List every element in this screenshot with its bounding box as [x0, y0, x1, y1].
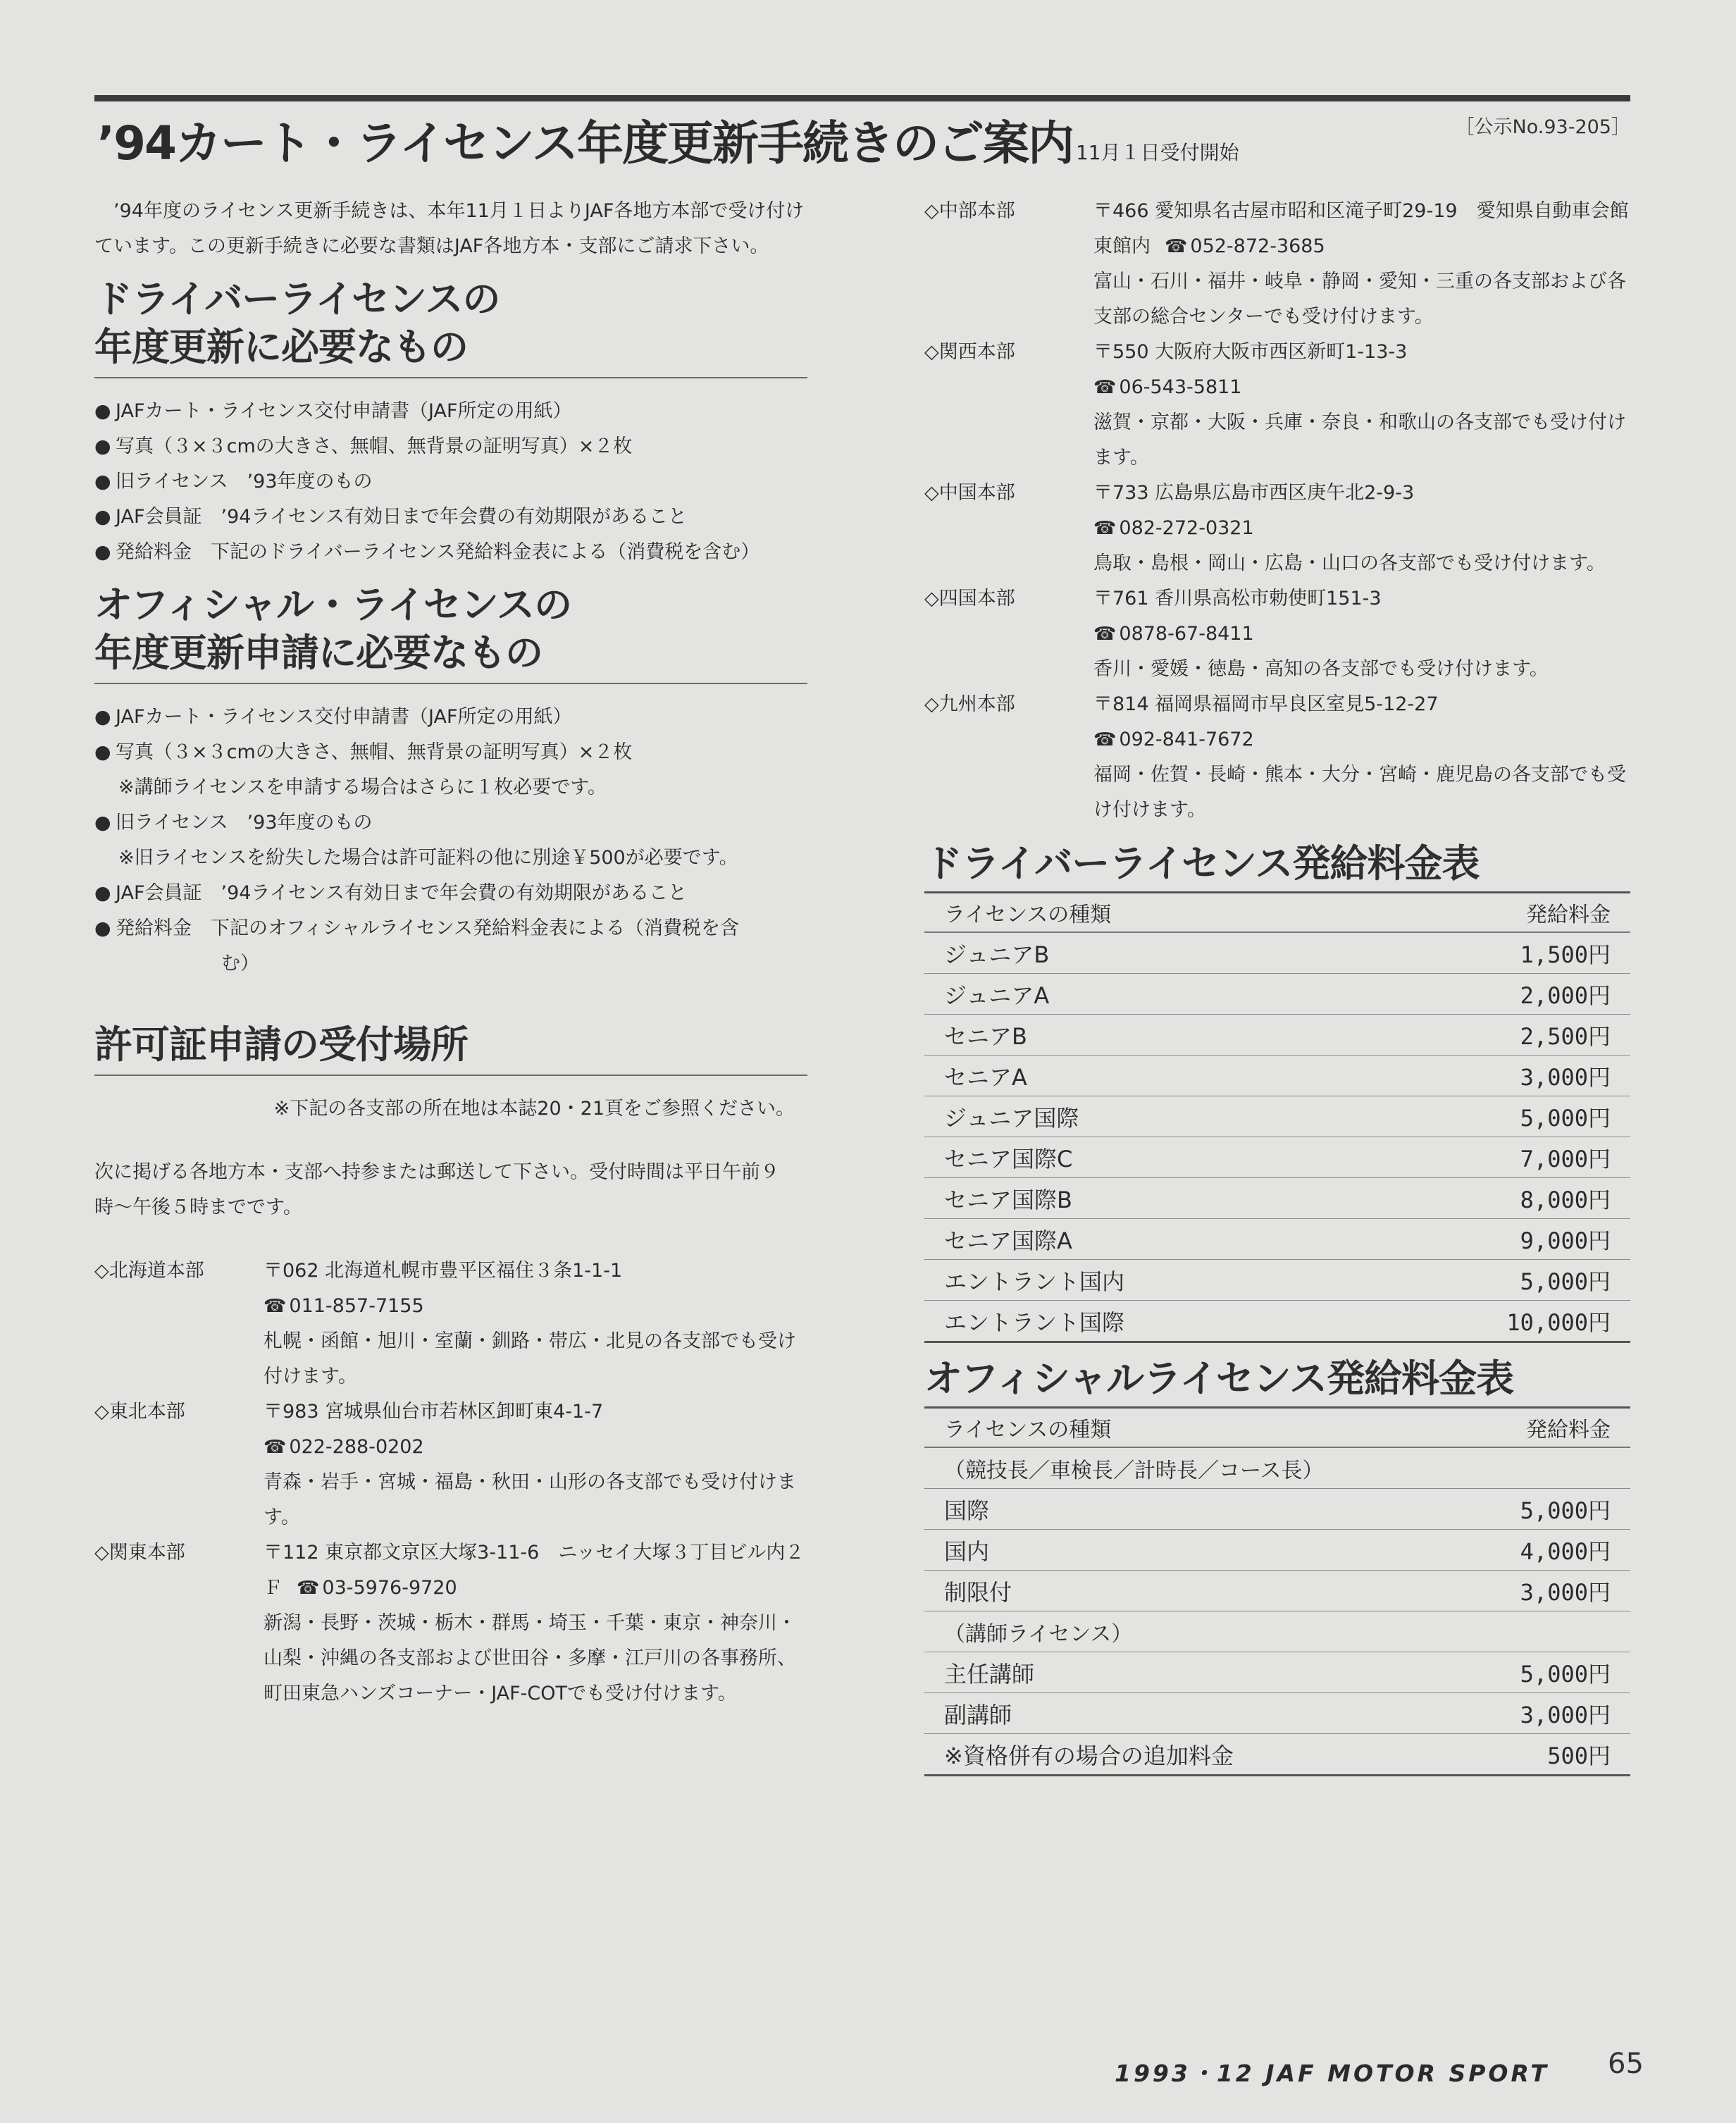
license-fee: 9,000円 — [1351, 1219, 1630, 1260]
office-address: 〒466 愛知県名古屋市昭和区滝子町29-19 愛知県自動車会館東館内 — [1093, 200, 1629, 257]
license-type: セニア国際C — [924, 1137, 1351, 1178]
table-row — [924, 1489, 1630, 1530]
office-phone: 082-272-0321 — [1119, 517, 1254, 539]
phone-icon: ☎ — [1093, 729, 1117, 750]
office-address: 〒733 広島県広島市西区庚午北2-9-3 — [1093, 482, 1415, 504]
office-coverage: 青森・岩手・宮城・福島・秋田・山形の各支部でも受け付けます。 — [264, 1471, 796, 1528]
license-type: ジュニアA — [924, 974, 1351, 1015]
official-fee-table — [924, 1406, 1630, 1776]
office-kanto — [94, 1535, 807, 1712]
column-header-fee: 発給料金 — [1351, 893, 1630, 933]
extra-fee: 500円 — [1547, 1742, 1611, 1769]
office-phone: 011-857-7155 — [289, 1295, 424, 1317]
table-header-row — [924, 893, 1630, 933]
table-row — [924, 1693, 1630, 1734]
license-fee: 5,000円 — [1430, 1652, 1630, 1693]
license-fee: 2,500円 — [1351, 1015, 1630, 1056]
table-row — [924, 1571, 1630, 1611]
office-name: ◇ 中国本部 — [924, 476, 1093, 581]
license-fee: 10,000円 — [1506, 1308, 1611, 1336]
table-category-row — [924, 1447, 1630, 1489]
office-address: 〒550 大阪府大阪市西区新町1-13-3 — [1093, 341, 1408, 363]
license-fee: 3,000円 — [1430, 1693, 1630, 1734]
office-coverage: 富山・石川・福井・岐阜・静岡・愛知・三重の各支部および各支部の総合センターでも受け付けます。 — [1093, 271, 1626, 328]
phone-icon: ☎ — [264, 1437, 287, 1458]
office-kansai — [924, 335, 1630, 476]
license-fee: 3,000円 — [1351, 1056, 1630, 1096]
driver-fee-table — [924, 891, 1630, 1343]
office-coverage: 香川・愛媛・徳島・高知の各支部でも受け付けます。 — [1093, 658, 1549, 680]
office-chugoku — [924, 476, 1630, 581]
office-coverage: 福岡・佐賀・長崎・熊本・大分・宮崎・鹿児島の各支部でも受け付けます。 — [1093, 764, 1626, 821]
table-row — [924, 932, 1630, 974]
office-coverage: 滋賀・京都・大阪・兵庫・奈良・和歌山の各支部でも受け付けます。 — [1093, 411, 1626, 469]
reception-note: ※下記の各支部の所在地は本誌20・21頁をご参照ください。 — [273, 1098, 795, 1120]
license-type: セニア国際B — [924, 1178, 1351, 1219]
phone-icon: ☎ — [1093, 518, 1117, 539]
list-item: ● JAF会員証 ’94ライセンス有効日まで年会費の有効期限があること — [94, 876, 807, 911]
license-type: 制限付 — [924, 1571, 1430, 1611]
page-title: ’94カート・ライセンス年度更新手続きのご案内 11月１日受付開始 — [97, 116, 1239, 171]
column-header-type: ライセンスの種類 — [924, 893, 1351, 933]
office-name: ◇ 関東本部 — [94, 1535, 264, 1712]
official-fee-table-heading: オフィシャルライセンス発給料金表 — [924, 1356, 1514, 1401]
office-phone: 052-872-3685 — [1190, 235, 1325, 257]
right-column — [924, 194, 1630, 1776]
license-fee: 4,000円 — [1430, 1530, 1630, 1571]
office-phone: 03-5976-9720 — [322, 1577, 457, 1599]
table-row — [924, 1219, 1630, 1260]
office-shikoku — [924, 581, 1630, 687]
driver-requirements-heading: ドライバーライセンスの 年度更新に必要なもの — [94, 276, 807, 378]
office-phone: 06-543-5811 — [1119, 376, 1242, 398]
list-item: ● JAF会員証 ’94ライセンス有効日まで年会費の有効期限があること — [94, 500, 807, 535]
license-fee: 7,000円 — [1351, 1137, 1630, 1178]
office-coverage: 新潟・長野・茨城・栃木・群馬・埼玉・千葉・東京・神奈川・山梨・沖縄の各支部および世田谷・多摩・江戸川の各事務所、町田東急ハンズコーナー・JAF-COTでも受け付けます。 — [264, 1612, 796, 1704]
license-fee: 5,000円 — [1430, 1489, 1630, 1530]
table-header-row — [924, 1408, 1630, 1448]
phone-icon: ☎ — [1165, 236, 1188, 257]
list-note: ※講師ライセンスを申請する場合はさらに１枚必要です。 — [118, 776, 607, 798]
license-fee: 3,000円 — [1430, 1571, 1630, 1611]
license-fee: 5,000円 — [1351, 1260, 1630, 1301]
reception-heading: 許可証申請の受付場所 — [94, 1021, 807, 1076]
office-address: 〒112 東京都文京区大塚3-11-6 ニッセイ大塚３丁目ビル内２Ｆ — [264, 1542, 805, 1599]
table-row — [924, 1260, 1630, 1301]
office-name: ◇ 九州本部 — [924, 687, 1093, 828]
column-header-fee: 発給料金 — [1430, 1408, 1630, 1448]
page-number: 65 — [1608, 2048, 1644, 2080]
list-item: ● 旧ライセンス ’93年度のもの — [94, 464, 807, 500]
table-row — [924, 1096, 1630, 1137]
office-name: ◇ 関西本部 — [924, 335, 1093, 476]
office-name: ◇ 四国本部 — [924, 581, 1093, 687]
license-type: 副講師 — [924, 1693, 1430, 1734]
license-fee: 5,000円 — [1351, 1096, 1630, 1137]
office-address: 〒062 北海道札幌市豊平区福住３条1-1-1 — [264, 1260, 623, 1282]
license-type: セニア国際A — [924, 1219, 1351, 1260]
official-requirements-heading: オフィシャル・ライセンスの 年度更新申請に必要なもの — [94, 581, 807, 684]
phone-icon: ☎ — [1093, 624, 1117, 645]
license-type: ジュニア国際 — [924, 1096, 1351, 1137]
category-label: （競技長／車検長／計時長／コース長） — [924, 1447, 1630, 1489]
office-name: ◇ 中部本部 — [924, 194, 1093, 335]
license-type: ジュニアB — [924, 932, 1351, 974]
phone-icon: ☎ — [297, 1578, 320, 1599]
office-phone: 022-288-0202 — [289, 1436, 424, 1458]
table-row — [924, 1015, 1630, 1056]
driver-fee-table-heading: ドライバーライセンス発給料金表 — [924, 841, 1480, 886]
license-type: セニアA — [924, 1056, 1351, 1096]
extra-fee-label: ※資格併有の場合の追加料金 — [944, 1742, 1234, 1769]
office-name: ◇ 北海道本部 — [94, 1254, 264, 1394]
license-type: エントラント国内 — [924, 1260, 1351, 1301]
list-item: ● 旧ライセンス ’93年度のもの — [94, 805, 807, 841]
office-kyushu — [924, 687, 1630, 828]
list-item: ● 発給料金 下記のドライバーライセンス発給料金表による（消費税を含む） — [94, 535, 807, 570]
reception-paragraph: 次に掲げる各地方本・支部へ持参または郵送して下さい。受付時間は平日午前９時〜午後５時までです。 — [94, 1161, 779, 1218]
office-address: 〒761 香川県高松市勅使町151-3 — [1093, 588, 1382, 609]
title-subtitle: 11月１日受付開始 — [1075, 141, 1239, 164]
phone-icon: ☎ — [1093, 377, 1117, 398]
magazine-footer: 1993・12 JAF MOTOR SPORT — [1115, 2060, 1549, 2087]
official-requirements-list — [94, 700, 807, 982]
office-hokkaido — [94, 1254, 807, 1394]
office-address: 〒983 宮城県仙台市若林区卸町東4-1-7 — [264, 1401, 604, 1423]
office-coverage: 鳥取・島根・岡山・広島・山口の各支部でも受け付けます。 — [1093, 552, 1606, 574]
license-type: セニアB — [924, 1015, 1351, 1056]
notice-number: ［公示No.93-205］ — [1455, 116, 1630, 138]
table-row — [924, 1056, 1630, 1096]
list-item: ● 写真（３×３cmの大きさ、無帽、無背景の証明写真）×２枚 — [94, 429, 807, 464]
table-category-row — [924, 1611, 1630, 1652]
office-chubu — [924, 194, 1630, 335]
left-column — [94, 194, 807, 1712]
license-type: 国内 — [924, 1530, 1430, 1571]
list-item: ● JAFカート・ライセンス交付申請書（JAF所定の用紙） — [94, 700, 807, 735]
office-address: 〒814 福岡県福岡市早良区室見5-12-27 — [1093, 693, 1439, 715]
header-rule — [94, 95, 1630, 101]
list-item: ● 写真（３×３cmの大きさ、無帽、無背景の証明写真）×２枚 — [94, 735, 807, 770]
license-type: 主任講師 — [924, 1652, 1430, 1693]
driver-requirements-list — [94, 394, 807, 570]
table-row — [924, 1137, 1630, 1178]
table-row — [924, 1734, 1630, 1776]
office-tohoku — [94, 1394, 807, 1535]
office-phone: 0878-67-8411 — [1119, 623, 1254, 645]
table-row — [924, 1530, 1630, 1571]
table-row — [924, 1301, 1630, 1342]
column-header-type: ライセンスの種類 — [924, 1408, 1430, 1448]
license-type: 国際 — [924, 1489, 1430, 1530]
license-type: エントラント国際 — [944, 1308, 1125, 1336]
list-item: ● JAFカート・ライセンス交付申請書（JAF所定の用紙） — [94, 394, 807, 429]
license-fee: 2,000円 — [1351, 974, 1630, 1015]
list-note: ※旧ライセンスを紛失した場合は許可証料の他に別途￥500が必要です。 — [118, 847, 738, 869]
category-label: （講師ライセンス） — [924, 1611, 1630, 1652]
list-item-continuation: む） — [221, 953, 259, 974]
table-row — [924, 1652, 1630, 1693]
office-name: ◇ 東北本部 — [94, 1394, 264, 1535]
phone-icon: ☎ — [264, 1296, 287, 1317]
license-fee: 8,000円 — [1351, 1178, 1630, 1219]
table-row — [924, 974, 1630, 1015]
list-item: ● 発給料金 下記のオフィシャルライセンス発給料金表による（消費税を含 — [94, 911, 807, 946]
office-phone: 092-841-7672 — [1119, 729, 1254, 750]
table-row — [924, 1178, 1630, 1219]
intro-paragraph: ’94年度のライセンス更新手続きは、本年11月１日よりJAF各地方本部で受け付けています。この更新手続きに必要な書類はJAF各地方本・支部にご請求下さい。 — [94, 200, 805, 257]
license-fee: 1,500円 — [1351, 932, 1630, 974]
office-coverage: 札幌・函館・旭川・室蘭・釧路・帯広・北見の各支部でも受け付けます。 — [264, 1330, 796, 1387]
